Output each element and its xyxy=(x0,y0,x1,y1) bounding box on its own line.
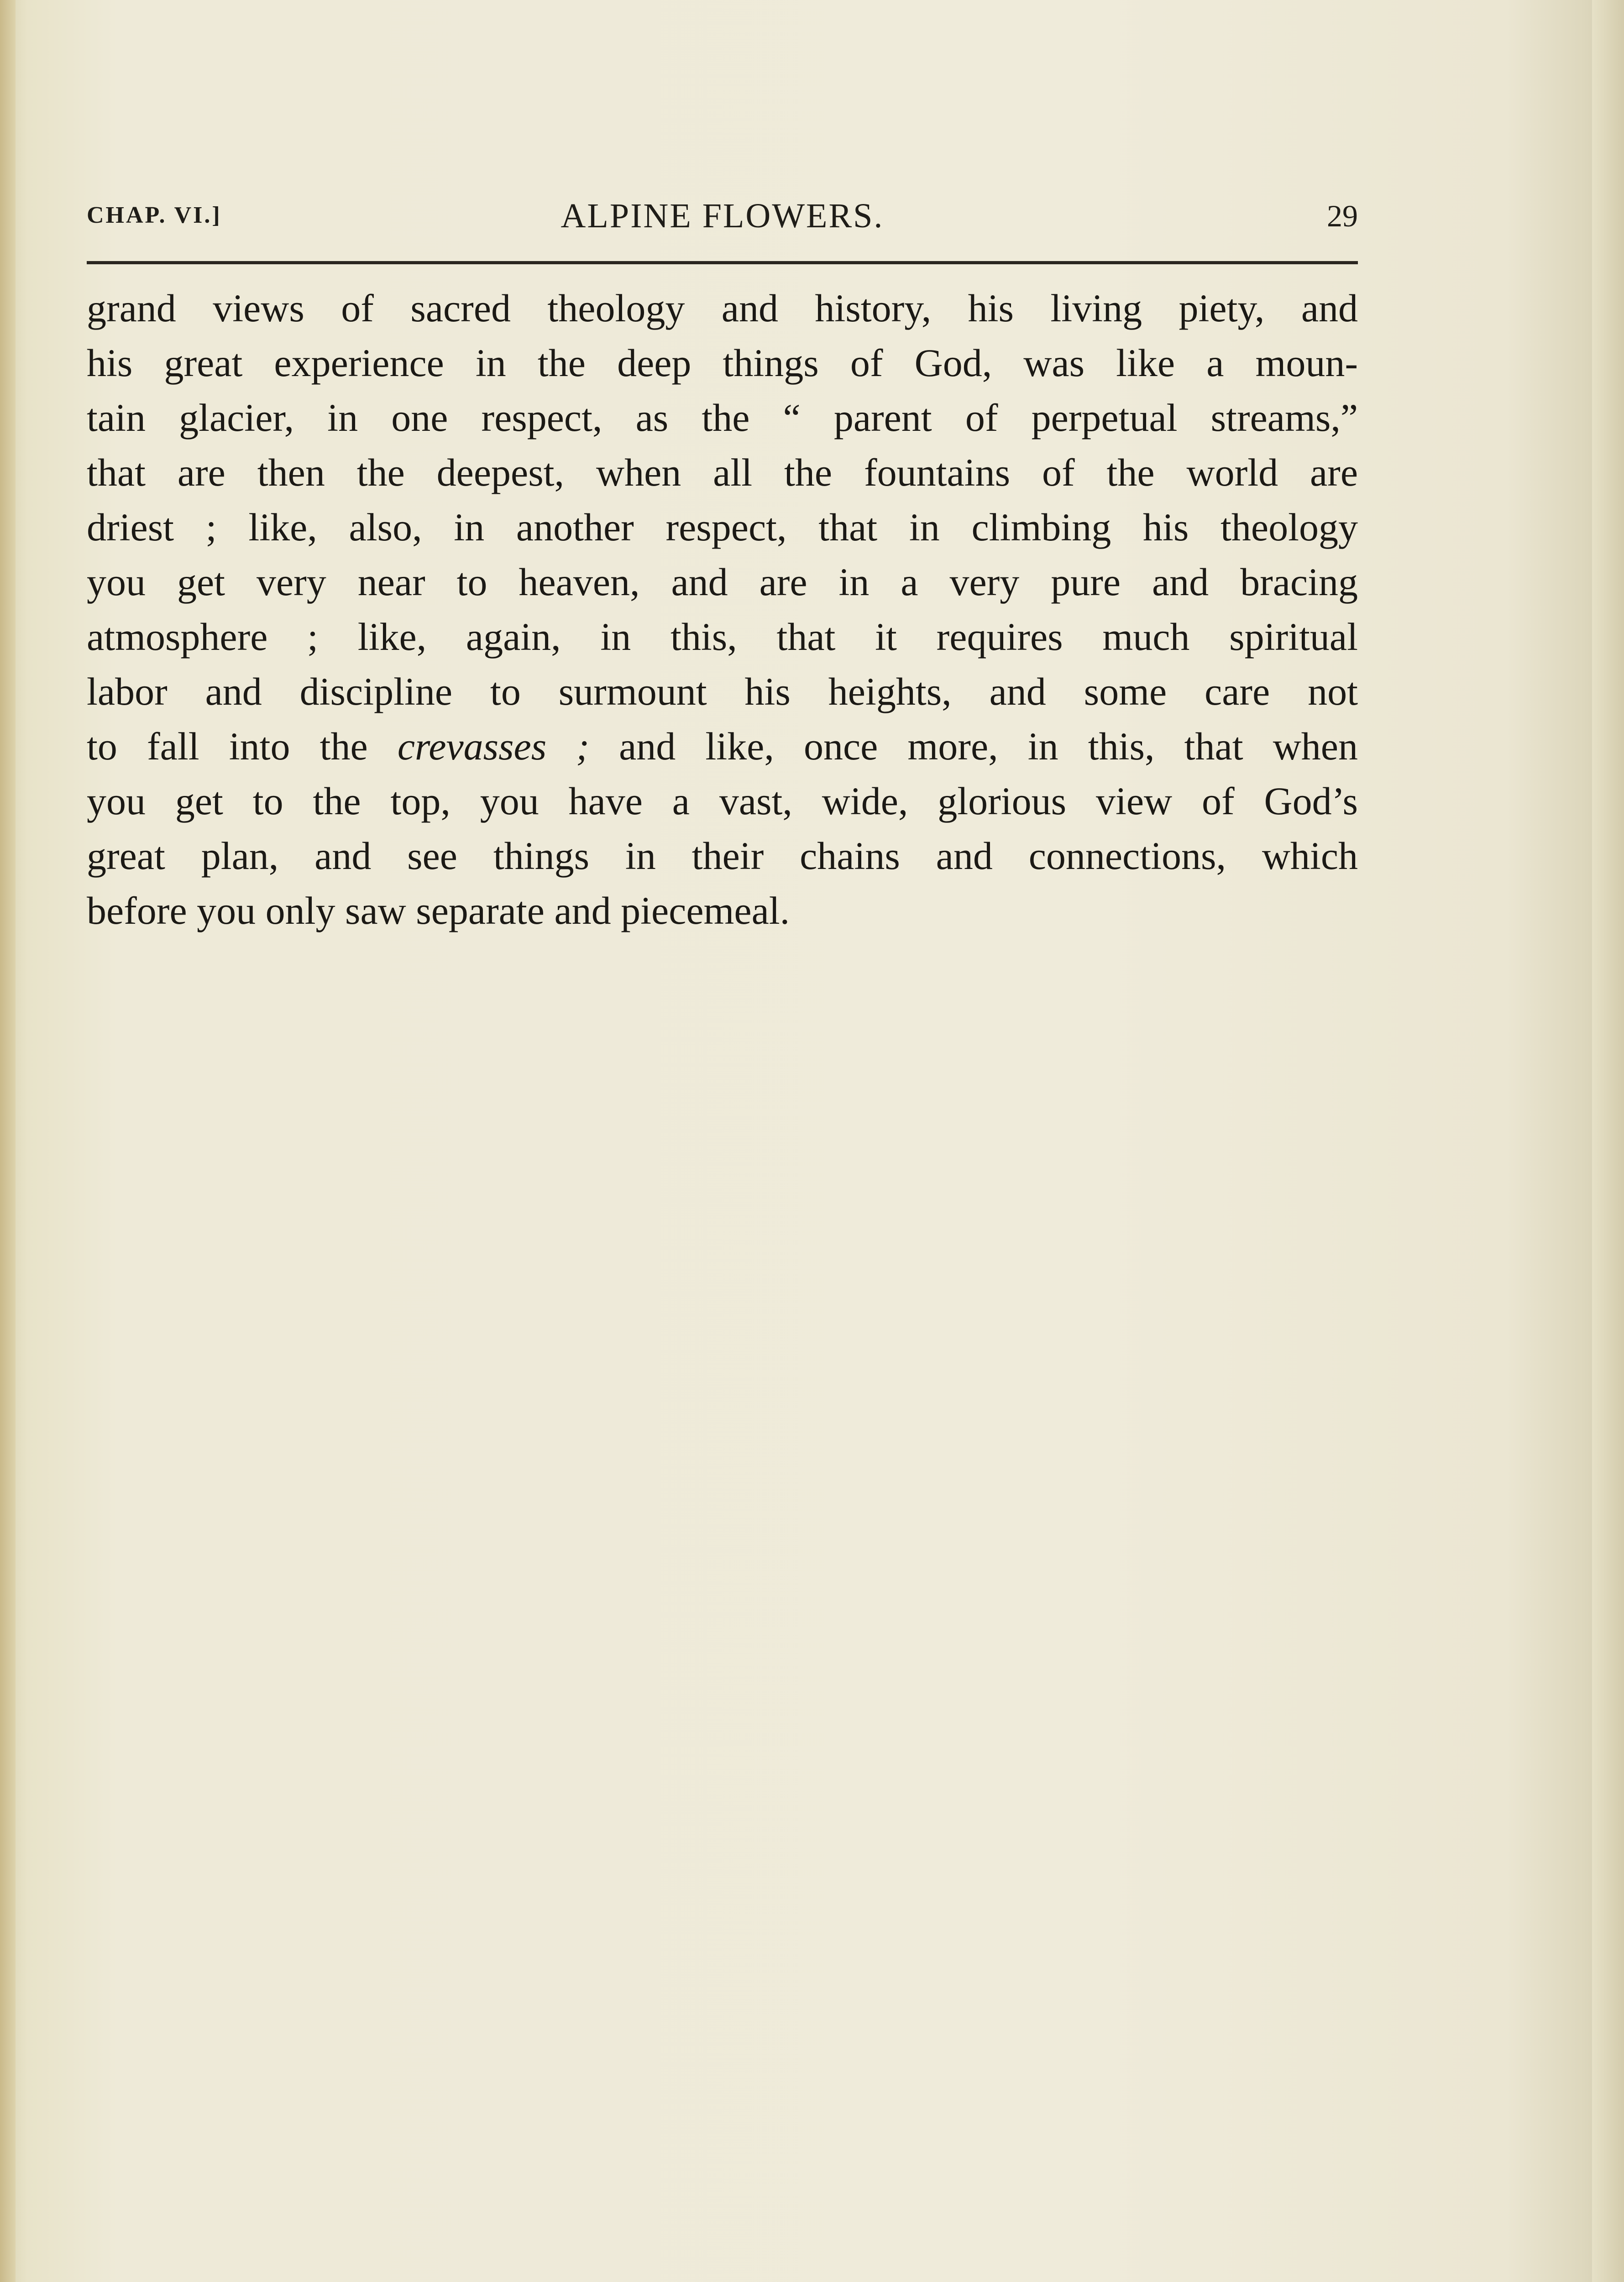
text-line: labor and discipline to surmount his heights, and some care not xyxy=(87,670,1358,713)
text-segment: to fall into the xyxy=(87,724,398,768)
page-left-edge xyxy=(0,0,16,2282)
text-line: you get very near to heaven, and are in a very pure and bracing xyxy=(87,560,1358,604)
text-line: his great experience in the deep things of God, was like a moun- xyxy=(87,341,1358,385)
text-line: you get to the top, you have a vast, wide, glorious view of God’s xyxy=(87,779,1358,823)
running-title: ALPINE FLOWERS. xyxy=(561,197,884,235)
text-line: great plan, and see things in their chains and connections, which xyxy=(87,834,1358,878)
italic-word: crevasses ; xyxy=(397,724,589,768)
text-line: grand views of sacred theology and history, his living piety, and xyxy=(87,286,1358,330)
text-line: tain glacier, in one respect, as the “ parent of perpetual streams,” xyxy=(87,396,1358,440)
text-line: driest ; like, also, in another respect, that in climbing his theology xyxy=(87,505,1358,549)
text-line: atmosphere ; like, again, in this, that it requires much spiritual xyxy=(87,615,1358,659)
running-header xyxy=(87,192,1358,242)
text-line: before you only saw separate and piecemeal. xyxy=(87,889,790,932)
text-segment: and like, once more, in this, that when xyxy=(589,724,1358,768)
page-right-edge xyxy=(1592,0,1624,2282)
text-line: that are then the deepest, when all the fountains of the world are xyxy=(87,450,1358,494)
text-line xyxy=(87,719,1358,774)
page-number: 29 xyxy=(1327,199,1358,233)
chapter-label: CHAP. VI.] xyxy=(87,202,222,228)
header-rule xyxy=(87,261,1358,264)
body-paragraph xyxy=(87,281,1358,938)
